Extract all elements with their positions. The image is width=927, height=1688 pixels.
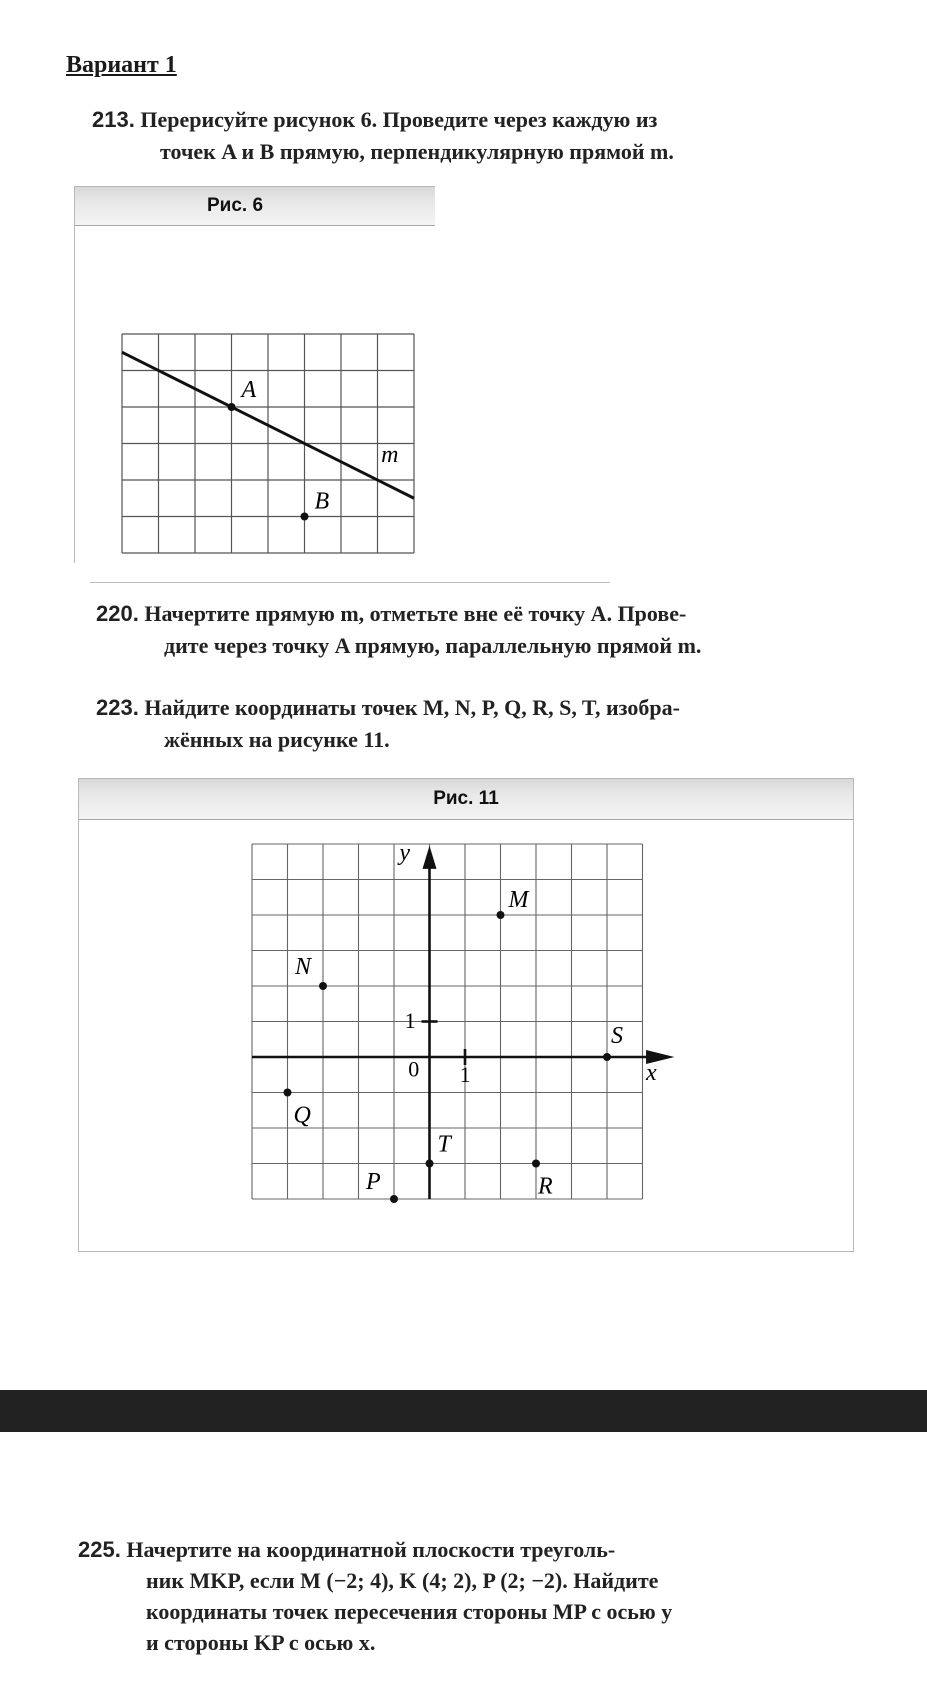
point-label-B: B: [314, 488, 330, 515]
task-number: 225.: [78, 1537, 121, 1562]
point-N: [319, 982, 327, 990]
origin-label: 0: [408, 1056, 420, 1082]
point-M: [497, 911, 505, 919]
point-label-Q: Q: [293, 1102, 311, 1129]
figure-6-caption: Рис. 6: [75, 187, 435, 226]
task-text-line1: Найдите координаты точек M, N, P, Q, R, S, T, изобра-: [144, 695, 680, 720]
point-label-A: A: [241, 377, 257, 403]
figure-11-caption: Рис. 11: [79, 779, 853, 820]
task-text-line1: Начертите на координатной плоскости треуголь-: [126, 1537, 616, 1562]
task-223: [96, 692, 680, 756]
divider: [90, 582, 610, 583]
dark-separator-band: [0, 1390, 927, 1432]
page-title: Вариант 1: [66, 52, 177, 78]
point-P: [390, 1195, 398, 1203]
task-220: [96, 598, 701, 662]
x-axis-label: x: [646, 1060, 657, 1087]
task-213: [92, 104, 674, 168]
figure-11-plane: [250, 836, 686, 1236]
point-S: [603, 1053, 611, 1061]
point-label-S: S: [611, 1023, 623, 1049]
y-axis-label: y: [399, 839, 410, 866]
point-T: [426, 1160, 434, 1168]
task-number: 223.: [96, 695, 139, 720]
task-text-line2: точек A и B прямую, перпендикулярную прямой m.: [160, 139, 674, 164]
figure-6-grid: [110, 320, 420, 560]
task-text-line2: дите через точку A прямую, параллельную прямой m.: [164, 633, 702, 658]
line-m-label: m: [381, 441, 399, 468]
task-text-line2: жённых на рисунке 11.: [164, 727, 390, 752]
point-label-N: N: [295, 954, 312, 980]
point-B: [301, 513, 309, 521]
unit-x-label: 1: [459, 1061, 471, 1087]
task-text-line1: Перерисуйте рисунок 6. Проведите через каждую из: [140, 107, 658, 132]
unit-y-label: 1: [404, 1007, 416, 1033]
point-Q: [284, 1089, 292, 1097]
point-A: [228, 403, 236, 411]
task-225: [78, 1534, 672, 1658]
task-number: 220.: [96, 601, 139, 626]
point-label-T: T: [437, 1131, 451, 1158]
point-label-R: R: [538, 1173, 553, 1200]
task-text-line2: ник MKP, если M (−2; 4), K (4; 2), P (2; −2). Найдите: [146, 1568, 659, 1593]
task-text-line4: и стороны KP с осью x.: [146, 1630, 376, 1655]
task-number: 213.: [92, 107, 135, 132]
point-R: [532, 1160, 540, 1168]
point-label-M: M: [508, 887, 529, 913]
point-label-P: P: [366, 1169, 381, 1195]
task-text-line3: координаты точек пересечения стороны MP с осью y: [146, 1599, 673, 1624]
task-text-line1: Начертите прямую m, отметьте вне её точку A. Прове-: [144, 601, 687, 626]
